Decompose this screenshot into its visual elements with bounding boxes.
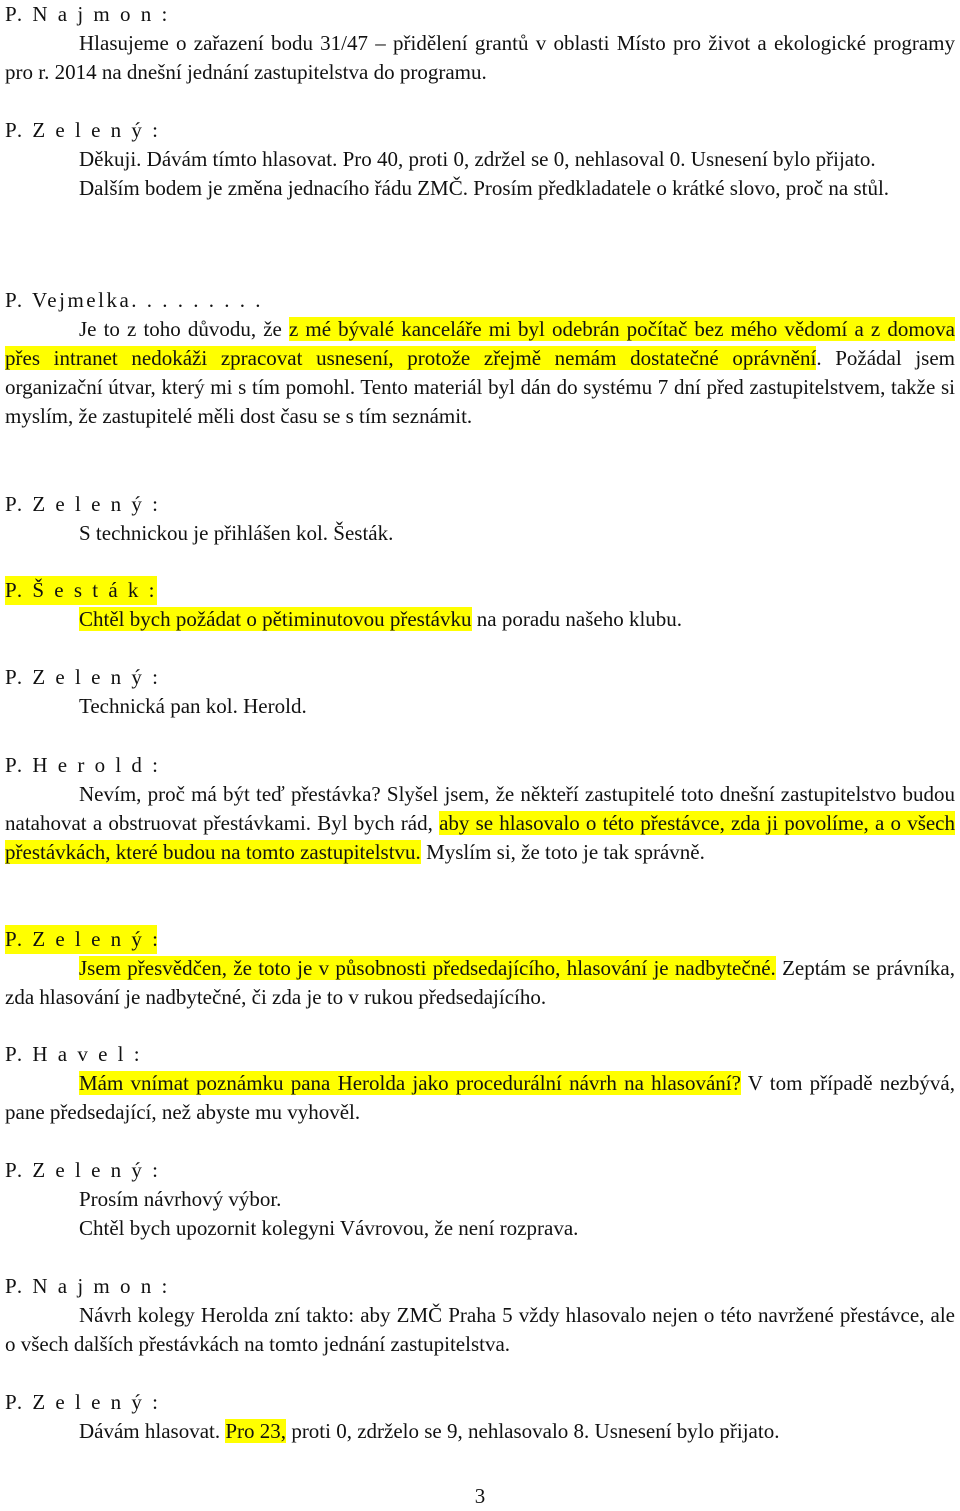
speech-text-part: na poradu našeho klubu. — [471, 607, 683, 631]
highlighted-text: Pro 23, — [225, 1419, 287, 1443]
speech-zeleny-2 — [5, 490, 955, 548]
speech-text: Návrh kolegy Herolda zní takto: aby ZMČ Praha 5 vždy hlasovalo nejen o této navržené přestávce, ale o všech dalších přestávkách na tomto jednání zastupitelstva. — [5, 1303, 955, 1356]
speech-vejmelka — [5, 286, 955, 431]
speech-text-part: Je to z toho důvodu, že — [79, 317, 289, 341]
speech-text: Dalším bodem je změna jednacího řádu ZMČ. Prosím předkladatele o krátké slovo, proč na stůl. — [79, 176, 890, 200]
speech-text-part: . Požádal jsem organizační útvar, který mi s tím pomohl. Tento materiál byl dán do systému 7 dní před zastupitelstvem, takže si myslím, že zastupitelé měli dost času se s tím seznámit. — [5, 346, 956, 428]
speech-zeleny-3 — [5, 663, 955, 721]
speech-herold — [5, 751, 955, 867]
highlighted-text: z mé bývalé kanceláře mi byl odebrán počítač bez mého vědomí a z domova přes intranet nedokáži zpracovat usnesení, protože zřejmě nemám dostatečné oprávnění — [5, 317, 955, 370]
speech-text — [5, 780, 955, 867]
speech-text: Prosím návrhový výbor. — [79, 1187, 282, 1211]
speaker-label: P. Z e l e n ý : — [5, 1390, 161, 1414]
speech-havel — [5, 1040, 955, 1127]
highlighted-text: Chtěl bych požádat o pětiminutovou přestávku — [79, 607, 472, 631]
speech-najmon-2 — [5, 1272, 955, 1359]
speaker-label: P. Š e s t á k : — [5, 578, 158, 602]
speech-text: Děkuji. Dávám tímto hlasovat. Pro 40, proti 0, zdržel se 0, nehlasoval 0. Usnesení bylo přijato. — [79, 147, 876, 171]
speaker-label: P. H a v e l : — [5, 1042, 143, 1066]
speech-text — [5, 315, 955, 431]
speech-text — [5, 1069, 955, 1127]
speech-text: S technickou je přihlášen kol. Šesták. — [79, 521, 394, 545]
highlighted-text: aby se hlasovalo o této přestávce, zda ji povolíme, a o všech přestávkách, které budou na tomto zastupitelstvu. — [5, 811, 956, 864]
speech-zeleny-4 — [5, 925, 955, 1012]
speech-text-part: Myslím si, že toto je tak správně. — [420, 840, 705, 864]
speech-text: Chtěl bych upozornit kolegyni Vávrovou, že není rozprava. — [79, 1216, 579, 1240]
speaker-label: P. N a j m o n : — [5, 1274, 170, 1298]
speaker-label: P. Vejmelka. . . . . . . . . — [5, 288, 264, 312]
speaker-label: P. Z e l e n ý : — [5, 1158, 161, 1182]
speech-zeleny-1 — [5, 116, 955, 203]
speaker-label: P. Z e l e n ý : — [5, 927, 161, 951]
speech-zeleny-5 — [5, 1156, 955, 1243]
speech-text — [5, 954, 955, 1012]
highlighted-text: Jsem přesvědčen, že toto je v působnosti předsedajícího, hlasování je nadbytečné. — [79, 956, 776, 980]
speech-text-part: Zeptám se právníka, zda hlasování je nadbytečné, či zda je to v rukou předsedajícího. — [5, 956, 955, 1009]
speech-text-part: proti 0, zdrželo se 9, nehlasovalo 8. Usnesení bylo přijato. — [286, 1419, 780, 1443]
speech-text — [5, 1417, 955, 1446]
speaker-label: P. Z e l e n ý : — [5, 665, 161, 689]
speech-text: Technická pan kol. Herold. — [79, 694, 307, 718]
highlighted-text: Mám vnímat poznámku pana Herolda jako procedurální návrh na hlasování? — [79, 1071, 741, 1095]
speaker-label: P. H e r o l d : — [5, 753, 161, 777]
highlight-bar — [5, 925, 161, 954]
speaker-label: P. Z e l e n ý : — [5, 118, 161, 142]
speaker-label: P. N a j m o n : — [5, 2, 170, 26]
speech-sestak — [5, 576, 955, 634]
speech-zeleny-6 — [5, 1388, 955, 1446]
speech-text-part: Nevím, proč má být teď přestávka? Slyšel jsem, že někteří zastupitelé toto dnešní zastupitelstvo budou natahovat a obstruovat přestávkami. Byl bych rád, — [5, 782, 955, 835]
speech-text-part: V tom případě nezbývá, pane předsedající, než abyste mu vyhověl. — [5, 1071, 955, 1124]
highlight-bar — [5, 576, 157, 605]
speech-najmon-1 — [5, 0, 955, 87]
speech-text-part: Dávám hlasovat. — [79, 1419, 226, 1443]
speech-text: Hlasujeme o zařazení bodu 31/47 – přidělení grantů v oblasti Místo pro život a ekologické programy pro r. 2014 na dnešní jednání zastupitelstva do programu. — [5, 31, 955, 84]
page-number: 3 — [474, 1484, 486, 1508]
speaker-label: P. Z e l e n ý : — [5, 492, 161, 516]
speech-text — [5, 605, 955, 634]
